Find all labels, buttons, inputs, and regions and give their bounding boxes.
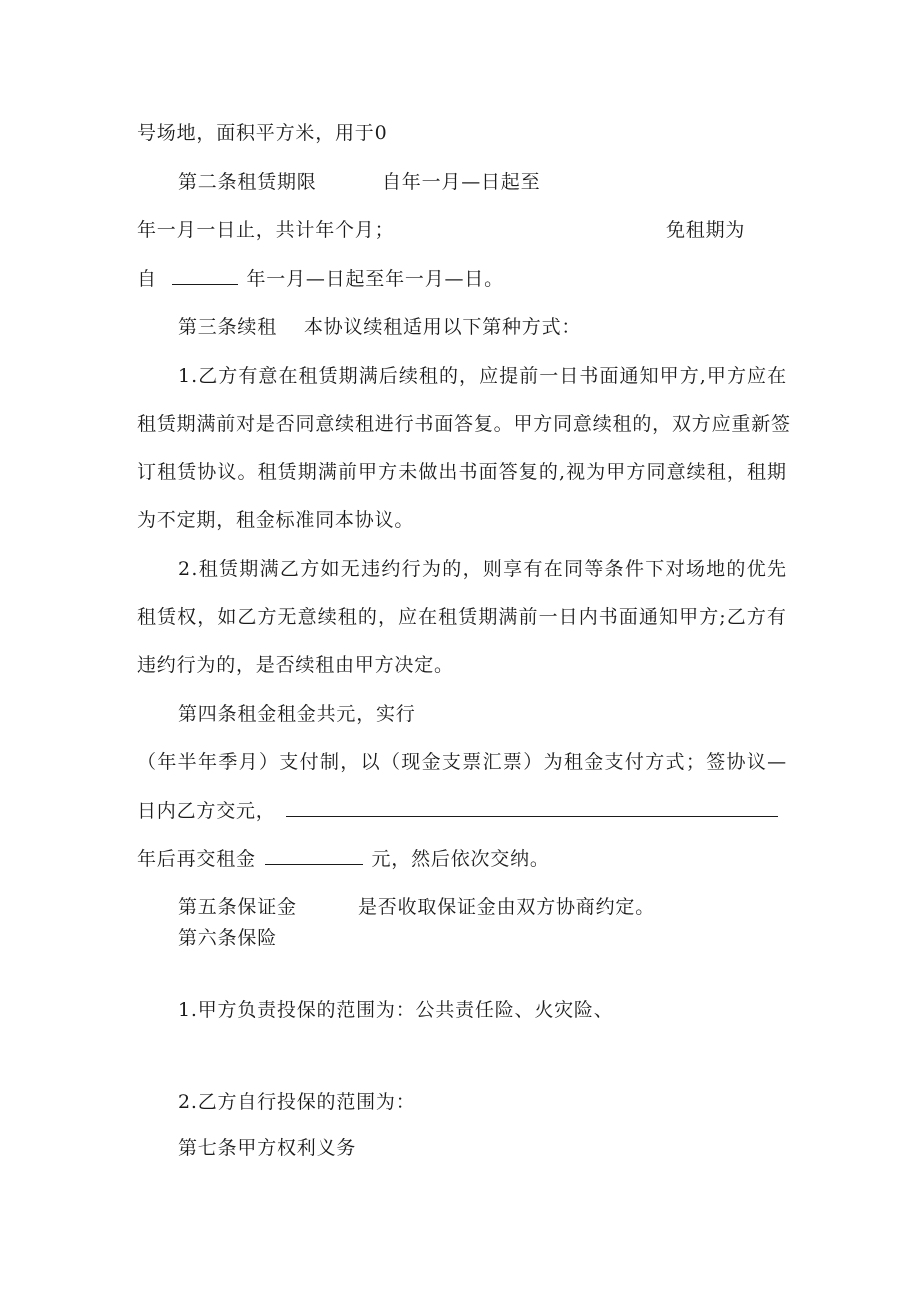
blank-line	[172, 266, 238, 285]
article-2-end-date: 年一月一日止，共计年个月；	[137, 219, 395, 241]
paragraph-1-line: 订 租 赁 协 议 。 租 赁 期 满 前 甲 方 未 做 出 书 面 答 复 的 , 视 为 甲 方 同 意 续 租 ， 租 期	[137, 461, 787, 483]
paragraph-1-line: 1 . 乙 方 有 意 在 租 赁 期 满 后 续 租 的 ， 应 提 前 一 日 书 面 通 知 甲 方 , 甲 方 应 在	[178, 365, 787, 387]
article-3-text: 本协议续租适用以下第种方式：	[304, 316, 582, 338]
paragraph-2-line: 租 赁 权 ， 如 乙 方 无 意 续 租 的 ， 应 在 租 赁 期 满 前 一 日 内 书 面 通 知 甲 方 ; 乙 方 有	[137, 606, 787, 628]
article-5-text: 是否收取保证金由双方协商约定。	[358, 896, 656, 918]
article-6-item-2: 2.乙方自行投保的范围为：	[178, 1091, 416, 1113]
article-2-start-date: 自年一月—日起至	[382, 171, 541, 193]
article-4-rent-text-b: 元，然后依次交纳。	[371, 848, 550, 870]
article-4-deposit-line	[137, 798, 778, 823]
article-7-heading: 第七条甲方权利义务	[178, 1137, 357, 1159]
article-2-rent-free-label: 免租期为	[666, 219, 746, 241]
paragraph-2-line: 违约行为的，是否续租由甲方决定。	[137, 654, 454, 676]
blank-line	[265, 846, 363, 865]
blank-line	[286, 798, 778, 817]
rent-free-prefix: 自	[137, 268, 157, 290]
paragraph-1-line: 为不定期，租金标准同本协议。	[137, 509, 415, 531]
article-4-heading: 第四条租金租金共元，实行	[178, 703, 416, 725]
text-line-site-area: 号场地，面积平方米，用于0	[137, 122, 388, 144]
article-2-heading: 第二条租赁期限	[178, 171, 317, 193]
article-3-heading: 第三条续租	[178, 316, 278, 338]
article-4-rent-text-a: 年后再交租金	[137, 848, 256, 870]
article-4-rent-line	[137, 846, 550, 871]
paragraph-1-line: 租 赁 期 满 前 对 是 否 同 意 续 租 进 行 书 面 答 复 。 甲 方 同 意 续 租 的 ， 双 方 应 重 新 签	[137, 413, 791, 435]
article-4-deposit-text: 日内乙方交元，	[137, 800, 276, 822]
article-6-item-1: 1.甲方负责投保的范围为：公共责任险、火灾险、	[178, 999, 614, 1021]
article-2-rent-free-period	[137, 266, 504, 291]
paragraph-2-line: 2 . 租 赁 期 满 乙 方 如 无 违 约 行 为 的 ， 则 享 有 在 同 等 条 件 下 对 场 地 的 优 先	[178, 558, 787, 580]
article-4-payment-line: （ 年 半 年 季 月 ） 支 付 制 ， 以 （ 现 金 支 票 汇 票 ） 为 租 金 支 付 方 式 ； 签 协 议 —	[137, 751, 787, 773]
article-5-heading: 第五条保证金	[178, 896, 297, 918]
rent-free-dates: 年一月—日起至年一月—日。	[246, 268, 504, 290]
article-6-heading: 第六条保险	[178, 927, 278, 949]
